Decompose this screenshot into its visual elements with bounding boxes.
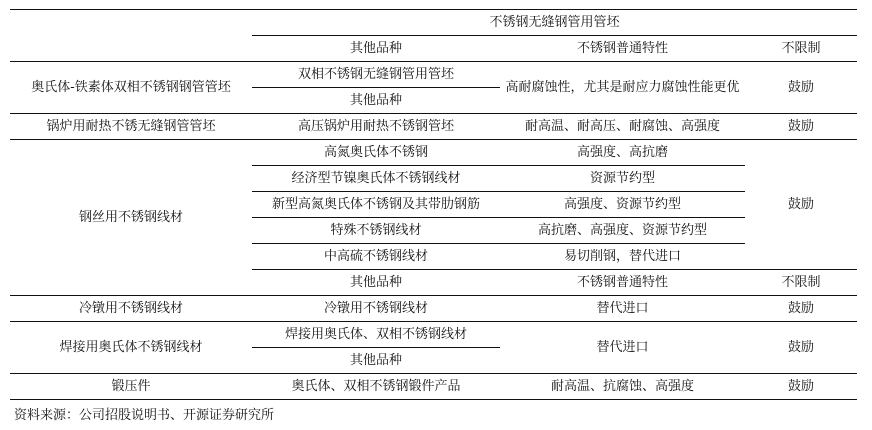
feature-cell: 耐高温、抗腐蚀、高强度 bbox=[500, 374, 745, 400]
category-cell: 锻压件 bbox=[10, 374, 252, 400]
policy-cell: 鼓励 bbox=[745, 296, 857, 322]
category-cell: 冷镦用不锈钢线材 bbox=[10, 296, 252, 322]
stainless-steel-product-table bbox=[10, 9, 857, 400]
category-cell: 锅炉用耐热不锈无缝钢管管坯 bbox=[10, 114, 252, 140]
spec-cell: 高氮奥氏体不锈钢 bbox=[252, 140, 500, 166]
feature-cell: 易切削钢，替代进口 bbox=[500, 244, 745, 270]
feature-cell: 替代进口 bbox=[500, 296, 745, 322]
spec-cell: 双相不锈钢无缝钢管用管坯 bbox=[252, 62, 500, 88]
feature-cell: 高抗磨、高强度、资源节约型 bbox=[500, 218, 745, 244]
table-row bbox=[10, 114, 857, 140]
spec-cell: 高压锅炉用耐热不锈钢管坯 bbox=[252, 114, 500, 140]
spec-cell: 其他品种 bbox=[252, 348, 500, 374]
source-note: 资料来源：公司招股说明书、开源证券研究所 bbox=[14, 408, 275, 423]
spec-cell: 其他品种 bbox=[252, 88, 500, 114]
category-cell: 焊接用奥氏体不锈钢线材 bbox=[10, 322, 252, 374]
spec-cell: 不锈钢无缝钢管用管坯 bbox=[252, 10, 857, 36]
feature-cell: 不锈钢普通特性 bbox=[500, 270, 745, 296]
feature-cell: 高强度、资源节约型 bbox=[500, 192, 745, 218]
policy-cell: 鼓励 bbox=[745, 322, 857, 374]
policy-cell: 鼓励 bbox=[745, 114, 857, 140]
policy-cell: 鼓励 bbox=[745, 374, 857, 400]
spec-cell: 特殊不锈钢线材 bbox=[252, 218, 500, 244]
policy-cell: 鼓励 bbox=[745, 62, 857, 114]
spec-cell: 焊接用奥氏体、双相不锈钢线材 bbox=[252, 322, 500, 348]
category-cell bbox=[10, 10, 252, 62]
category-cell: 奥氏体-铁素体双相不锈钢钢管管坯 bbox=[10, 62, 252, 114]
feature-cell: 资源节约型 bbox=[500, 166, 745, 192]
feature-cell: 高强度、高抗磨 bbox=[500, 140, 745, 166]
table-row bbox=[10, 322, 857, 348]
policy-cell: 不限制 bbox=[745, 36, 857, 62]
category-cell: 钢丝用不锈钢线材 bbox=[10, 140, 252, 296]
policy-cell: 鼓励 bbox=[745, 140, 857, 270]
table-row bbox=[10, 62, 857, 88]
spec-cell: 中高硫不锈钢线材 bbox=[252, 244, 500, 270]
feature-cell: 不锈钢普通特性 bbox=[500, 36, 745, 62]
spec-cell: 冷镦用不锈钢线材 bbox=[252, 296, 500, 322]
table-row bbox=[10, 10, 857, 36]
feature-cell: 替代进口 bbox=[500, 322, 745, 374]
feature-cell: 耐高温、耐高压、耐腐蚀、高强度 bbox=[500, 114, 745, 140]
table-row bbox=[10, 296, 857, 322]
spec-cell: 奥氏体、双相不锈钢锻件产品 bbox=[252, 374, 500, 400]
table-row bbox=[10, 140, 857, 166]
spec-cell: 其他品种 bbox=[252, 270, 500, 296]
spec-cell: 经济型节镍奥氏体不锈钢线材 bbox=[252, 166, 500, 192]
spec-cell: 其他品种 bbox=[252, 36, 500, 62]
table-row bbox=[10, 374, 857, 400]
policy-cell: 不限制 bbox=[745, 270, 857, 296]
feature-cell: 高耐腐蚀性，尤其是耐应力腐蚀性能更优 bbox=[500, 62, 745, 114]
spec-cell: 新型高氮奥氏体不锈钢及其带肋钢筋 bbox=[252, 192, 500, 218]
